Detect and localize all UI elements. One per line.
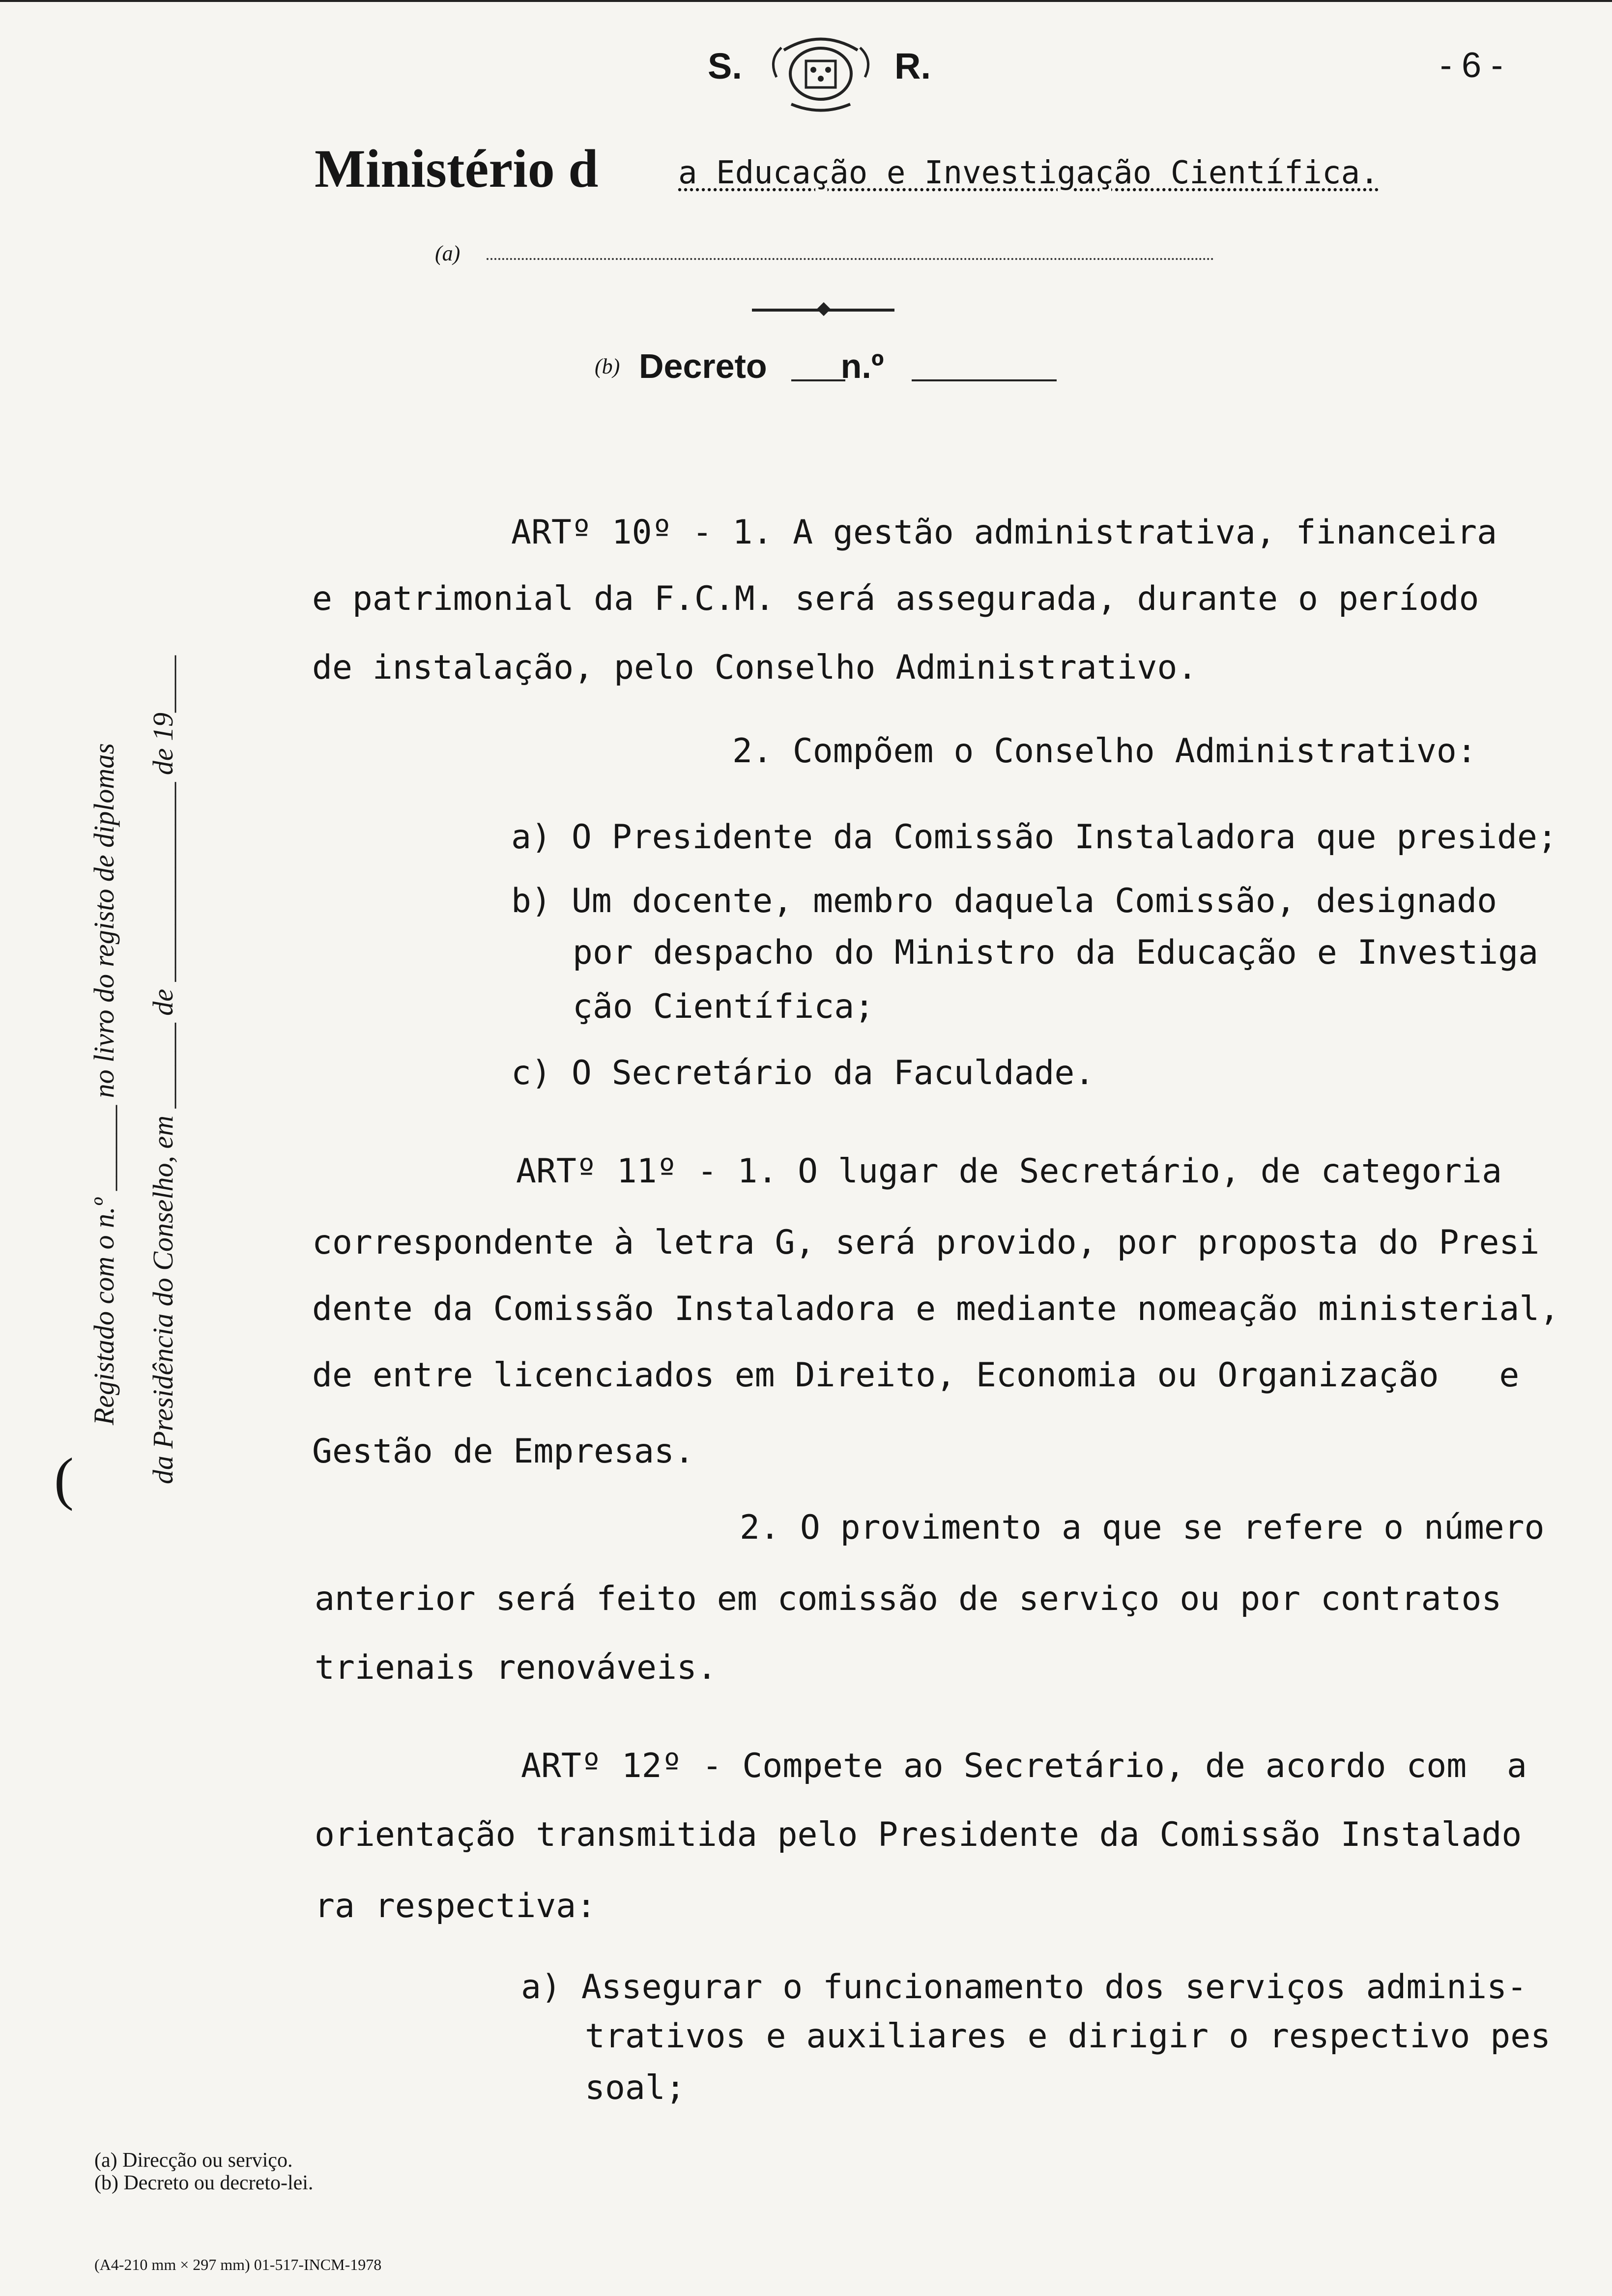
body-line: de entre licenciados em Direito, Economia ou Organização e xyxy=(312,1356,1520,1395)
coat-of-arms-icon xyxy=(764,30,877,114)
registration-note-line-2: da Presidência do Conselho, em ______ de ______________ de 19____ xyxy=(147,655,179,1484)
page-number: - 6 - xyxy=(1440,46,1503,85)
decree-type-line xyxy=(791,379,845,381)
body-line: ra respectiva: xyxy=(315,1887,597,1925)
body-line: c) O Secretário da Faculdade. xyxy=(511,1054,1095,1092)
body-line: e patrimonial da F.C.M. será assegurada, durante o período xyxy=(312,579,1479,618)
body-line: ARTº 10º - 1. A gestão administrativa, financeira xyxy=(511,513,1497,552)
header-letter-r: R. xyxy=(894,46,931,86)
body-line: ARTº 11º - 1. O lugar de Secretário, de categoria xyxy=(516,1152,1502,1191)
divider-diamond-icon xyxy=(817,302,831,316)
ministry-title-typed: a Educação e Investigação Científica. xyxy=(678,155,1379,191)
body-line: ARTº 12º - Compete ao Secretário, de acordo com a xyxy=(521,1747,1527,1785)
field-a-label: (a) xyxy=(435,241,461,265)
decree-label: Decreto n.º xyxy=(639,347,884,385)
footnote-b: (b) Decreto ou decreto-lei. xyxy=(94,2172,314,2194)
body-line: a) Assegurar o funcionamento dos serviços adminis- xyxy=(521,1968,1527,2007)
body-line: por despacho do Ministro da Educação e Investiga xyxy=(573,933,1539,972)
body-line: correspondente à letra G, será provido, por proposta do Presi xyxy=(312,1223,1540,1262)
body-line: 2. Compõem o Conselho Administrativo: xyxy=(732,732,1477,771)
registration-note-line-1: Registado com o n.º ______ no livro do registo de diplomas xyxy=(88,743,120,1425)
body-line: 2. O provimento a que se refere o número xyxy=(740,1508,1545,1547)
footnote-a: (a) Direcção ou serviço. xyxy=(94,2149,293,2172)
body-line: de instalação, pelo Conselho Administrativo. xyxy=(312,648,1198,687)
top-border-rule xyxy=(0,0,1612,2)
field-b-label: (b) xyxy=(595,354,620,378)
body-line: orientação transmitida pelo Presidente da Comissão Instalado xyxy=(315,1815,1522,1854)
header-letter-s: S. xyxy=(708,46,742,86)
body-line: Gestão de Empresas. xyxy=(312,1432,694,1471)
print-code: (A4-210 mm × 297 mm) 01-517-INCM-1978 xyxy=(94,2256,382,2273)
body-line: ção Científica; xyxy=(573,987,875,1026)
body-line: soal; xyxy=(585,2068,686,2107)
body-line: trativos e auxiliares e dirigir o respectivo pes xyxy=(585,2017,1551,2056)
body-line: anterior será feito em comissão de serviço ou por contratos xyxy=(315,1579,1502,1618)
body-line: trienais renováveis. xyxy=(315,1648,717,1687)
ministry-title-printed: Ministério d xyxy=(315,139,599,199)
body-line: a) O Presidente da Comissão Instaladora que preside; xyxy=(511,818,1557,857)
body-line: b) Um docente, membro daquela Comissão, designado xyxy=(511,882,1497,920)
field-a-line xyxy=(487,258,1214,260)
side-bracket: ( xyxy=(54,1446,74,1511)
decree-number-line xyxy=(912,379,1057,381)
body-line: dente da Comissão Instaladora e mediante nomeação ministerial, xyxy=(312,1290,1560,1328)
